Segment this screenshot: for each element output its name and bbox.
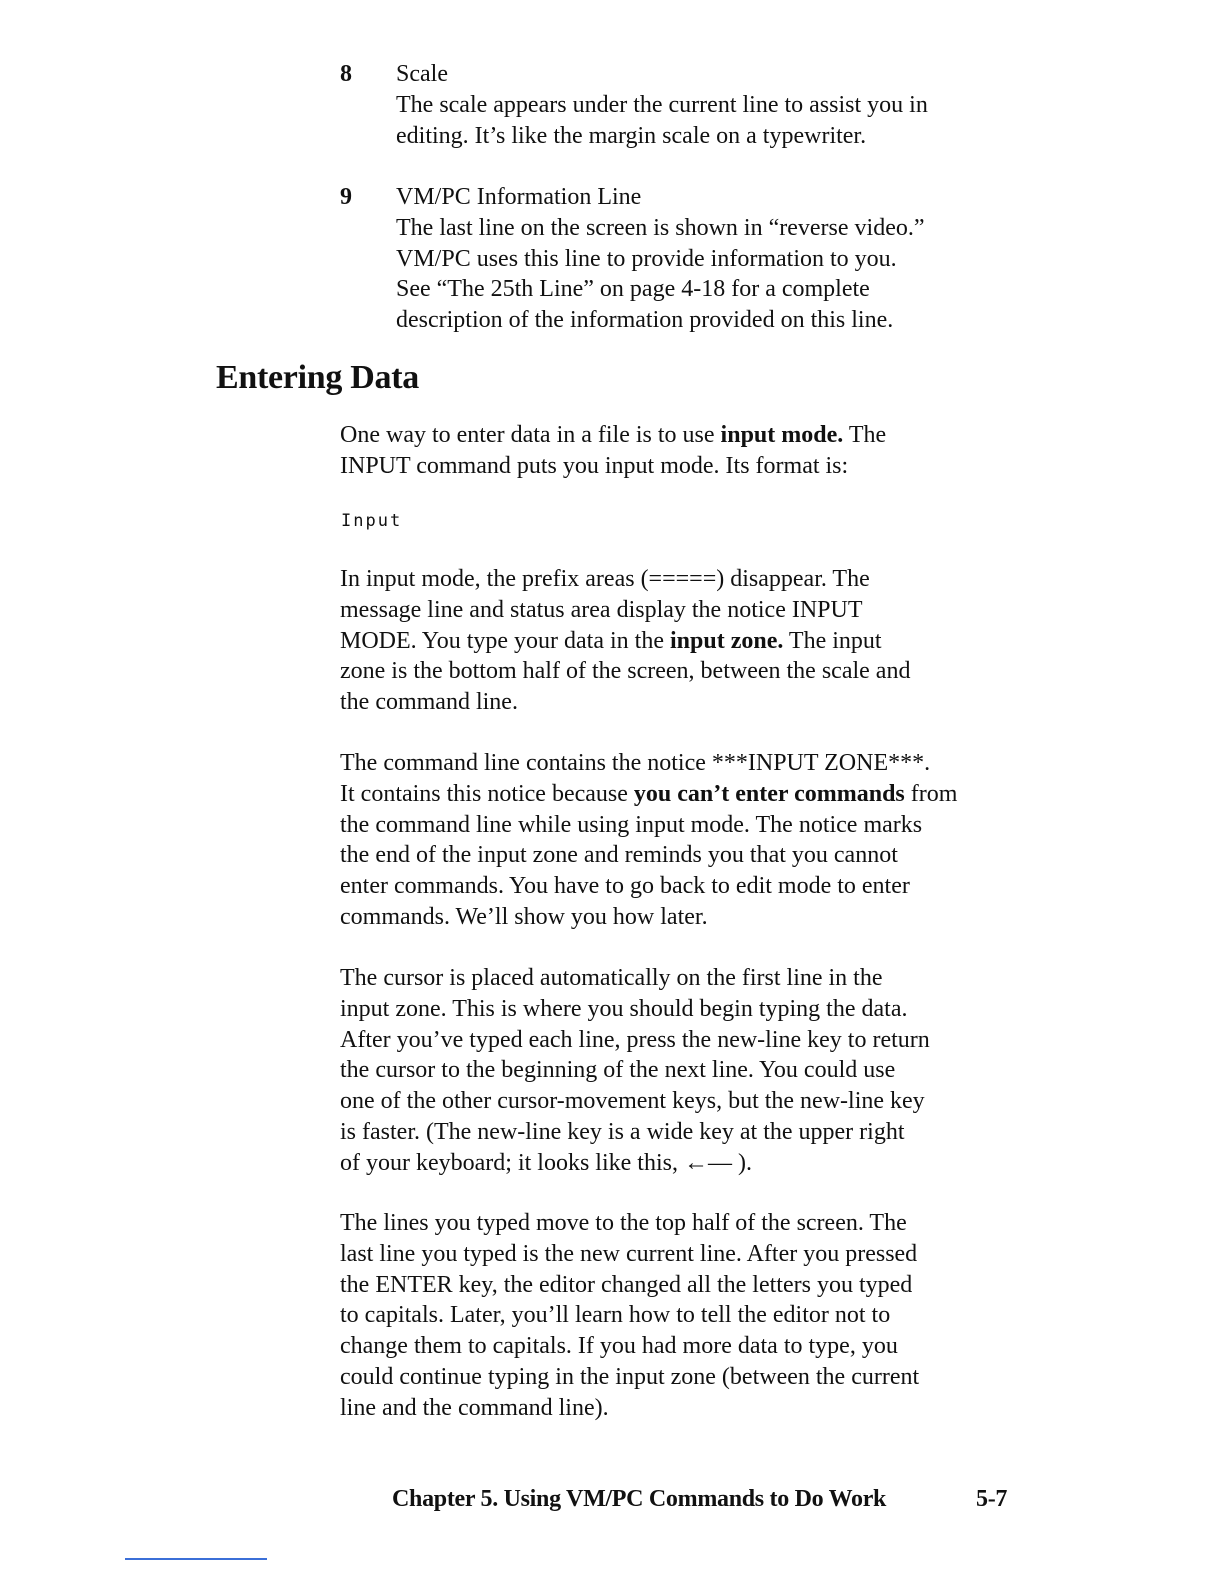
text-run: The — [843, 422, 887, 448]
paragraph-prefix-areas — [340, 564, 1040, 718]
list-item-body — [396, 182, 1036, 336]
paragraph-line: After you’ve typed each line, press the new-line key to return — [340, 1026, 930, 1053]
bold-term-cant-enter-commands: you can’t enter commands — [633, 780, 905, 807]
list-item-title: VM/PC Information Line — [396, 184, 642, 210]
list-item-number: 8 — [340, 61, 352, 87]
paragraph-line: enter commands. You have to go back to edit mode to enter — [340, 873, 910, 900]
text-run: The input — [783, 627, 882, 654]
text-run: from — [904, 780, 958, 807]
list-item-title: Scale — [396, 61, 448, 87]
paragraph-command-line-notice — [340, 748, 1040, 933]
paragraph-line: message line and status area display the notice INPUT — [340, 596, 863, 623]
paragraph-line: The cursor is placed automatically on the first line in the — [340, 965, 883, 991]
paragraph-line: the cursor to the beginning of the next line. You could use — [340, 1057, 896, 1084]
section-heading: Entering Data — [216, 359, 419, 396]
list-item-line: The last line on the screen is shown in “reverse video.” — [396, 214, 925, 241]
paragraph-line: zone is the bottom half of the screen, between the scale and — [340, 658, 911, 685]
command-format-example: Input — [341, 511, 403, 531]
footer-chapter-title: Chapter 5. Using VM/PC Commands to Do Work — [392, 1486, 887, 1512]
paragraph-line — [340, 626, 1040, 657]
paragraph-lines-typed — [340, 1208, 1040, 1424]
paragraph-line: INPUT command puts you input mode. Its format is: — [340, 452, 849, 479]
paragraph-line — [340, 420, 1040, 451]
paragraph-line: the ENTER key, the editor changed all the letters you typed — [340, 1271, 913, 1298]
paragraph-line: change them to capitals. If you had more data to type, you — [340, 1333, 898, 1360]
list-item-line: editing. It’s like the margin scale on a typewriter. — [396, 122, 867, 149]
paragraph-line: the command line while using input mode. The notice marks — [340, 811, 923, 838]
paragraph-line: commands. We’ll show you how later. — [340, 903, 708, 930]
list-item-line: The scale appears under the current line to assist you in — [396, 91, 928, 118]
paragraph-line: could continue typing in the input zone (between the current — [340, 1363, 920, 1390]
paragraph-line: to capitals. Later, you’ll learn how to tell the editor not to — [340, 1302, 891, 1329]
paragraph-line: the end of the input zone and reminds you that you cannot — [340, 842, 898, 869]
text-run: One way to enter data in a file is to use — [340, 422, 721, 448]
list-item-number: 9 — [340, 184, 352, 210]
footer-page-number: 5-7 — [976, 1486, 1008, 1512]
text-run: It contains this notice because — [340, 780, 634, 807]
paragraph-line: line and the command line). — [340, 1394, 609, 1421]
paragraph-line: The lines you typed move to the top half of the screen. The — [340, 1210, 907, 1236]
list-item-line: VM/PC uses this line to provide information to you. — [396, 245, 897, 272]
paragraph-line: of your keyboard; it looks like this, ←— ). — [340, 1149, 752, 1176]
paragraph-line — [340, 779, 1040, 810]
paragraph-line: one of the other cursor-movement keys, but the new-line key — [340, 1088, 925, 1115]
footnote-rule — [125, 1558, 267, 1560]
paragraph-line: The command line contains the notice ***INPUT ZONE***. — [340, 750, 931, 776]
paragraph-input-mode — [340, 420, 1040, 482]
text-run: MODE. You type your data in the — [340, 627, 670, 654]
bold-term-input-zone: input zone. — [669, 627, 784, 654]
list-item-body — [396, 59, 1036, 151]
list-item-line: See “The 25th Line” on page 4-18 for a complete — [396, 276, 870, 303]
paragraph-line: input zone. This is where you should begin typing the data. — [340, 995, 908, 1022]
paragraph-cursor — [340, 963, 1040, 1179]
list-item-line: description of the information provided on this line. — [396, 307, 894, 334]
bold-term-input-mode: input mode. — [720, 422, 844, 448]
paragraph-line: last line you typed is the new current line. After you pressed — [340, 1240, 918, 1267]
paragraph-line: is faster. (The new-line key is a wide key at the upper right — [340, 1118, 905, 1145]
paragraph-line: the command line. — [340, 689, 518, 716]
paragraph-line: In input mode, the prefix areas (=====) disappear. The — [340, 566, 870, 592]
